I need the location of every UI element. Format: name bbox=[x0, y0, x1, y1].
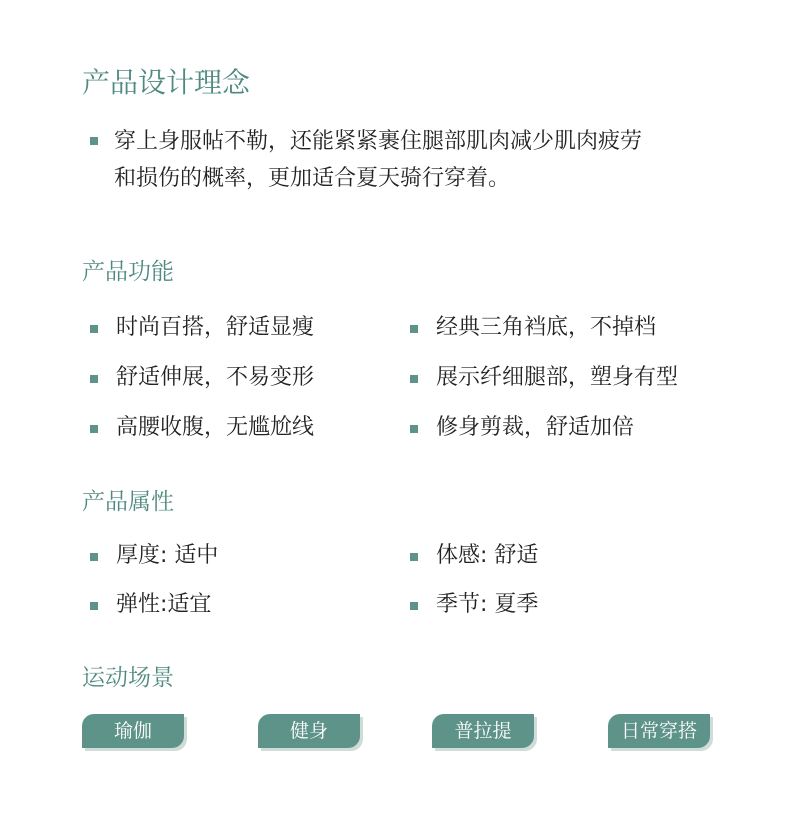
attribute-item-text: 体感: 舒适 bbox=[436, 543, 539, 568]
scene-tag-pilates: 普拉提 bbox=[432, 714, 534, 748]
bullet-square-icon bbox=[410, 602, 418, 610]
function-item-text: 展示纤细腿部，塑身有型 bbox=[436, 365, 679, 390]
bullet-square-icon bbox=[90, 602, 98, 610]
bullet-square-icon bbox=[90, 553, 98, 561]
product-function-title: 产品功能 bbox=[82, 259, 174, 285]
attribute-item-text: 季节: 夏季 bbox=[436, 592, 539, 617]
function-item-text: 舒适伸展，不易变形 bbox=[116, 365, 315, 390]
attribute-item-text: 厚度: 适中 bbox=[116, 543, 219, 568]
function-item-text: 时尚百搭，舒适显瘦 bbox=[116, 315, 315, 340]
bullet-square-icon bbox=[410, 553, 418, 561]
bullet-square-icon bbox=[90, 137, 98, 145]
product-attributes-title: 产品属性 bbox=[82, 489, 174, 515]
bullet-square-icon bbox=[410, 425, 418, 433]
function-item-text: 修身剪裁，舒适加倍 bbox=[436, 415, 635, 440]
function-item-text: 高腰收腹，无尴尬线 bbox=[116, 415, 315, 440]
function-item-text: 经典三角裆底，不掉档 bbox=[436, 315, 657, 340]
scene-tag-yoga: 瑜伽 bbox=[82, 714, 184, 748]
sport-scenes-title: 运动场景 bbox=[82, 665, 174, 691]
bullet-square-icon bbox=[90, 325, 98, 333]
bullet-square-icon bbox=[410, 325, 418, 333]
design-concept-paragraph bbox=[90, 123, 740, 197]
bullet-square-icon bbox=[410, 375, 418, 383]
design-concept-title: 产品设计理念 bbox=[82, 66, 251, 99]
bullet-square-icon bbox=[90, 425, 98, 433]
attribute-item-text: 弹性:适宜 bbox=[116, 592, 212, 617]
bullet-square-icon bbox=[90, 375, 98, 383]
scene-tag-daily-wear: 日常穿搭 bbox=[608, 714, 710, 748]
scene-tag-fitness: 健身 bbox=[258, 714, 360, 748]
design-concept-line: 和损伤的概率，更加适合夏天骑行穿着。 bbox=[114, 166, 511, 191]
design-concept-line: 穿上身服帖不勒，还能紧紧裹住腿部肌肉减少肌肉疲劳 bbox=[114, 129, 643, 154]
